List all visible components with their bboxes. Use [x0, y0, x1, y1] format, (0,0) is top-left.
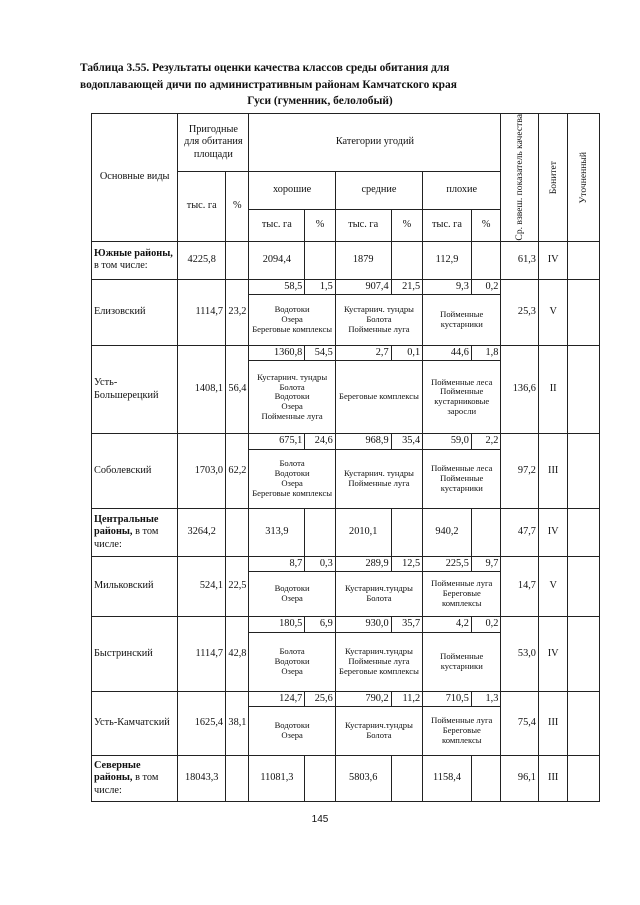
caption-line-2: водоплавающей дичи по административным районам Камчатского края — [80, 78, 457, 91]
medium-pct — [391, 756, 422, 802]
medium-pct: 21,5 — [391, 279, 422, 294]
good-pct: 1,5 — [305, 279, 335, 294]
refined — [568, 556, 600, 616]
bad-pct: 2,2 — [471, 434, 501, 449]
header-medium-ha: тыс. га — [335, 209, 391, 241]
weighted-index: 47,7 — [501, 508, 539, 556]
table-body — [92, 114, 600, 802]
medium-ha: 930,0 — [335, 617, 391, 632]
medium-pct: 35,4 — [391, 434, 422, 449]
good-pct — [305, 508, 335, 556]
header-area-ha: тыс. га — [178, 172, 226, 242]
good-ha: 675,1 — [249, 434, 305, 449]
medium-ha: 790,2 — [335, 691, 391, 706]
district-name: Елизовский — [92, 279, 178, 345]
refined — [568, 241, 600, 279]
bad-ha: 44,6 — [423, 345, 472, 360]
good-pct: 25,6 — [305, 691, 335, 706]
good-ha: 58,5 — [249, 279, 305, 294]
bonitet: II — [538, 345, 567, 433]
header-row-1 — [92, 114, 600, 172]
bad-lands: Пойменные леса Пойменные кустарники — [423, 449, 501, 508]
medium-pct: 0,1 — [391, 345, 422, 360]
medium-ha: 289,9 — [335, 556, 391, 571]
group-name: Северные районы, — [94, 759, 141, 784]
area-pct — [226, 756, 249, 802]
medium-ha: 1879 — [335, 241, 391, 279]
bad-ha: 710,5 — [423, 691, 472, 706]
medium-ha: 907,4 — [335, 279, 391, 294]
refined — [568, 279, 600, 345]
header-bad-pct: % — [471, 209, 501, 241]
good-ha: 180,5 — [249, 617, 305, 632]
bonitet: IV — [538, 241, 567, 279]
bonitet: V — [538, 556, 567, 616]
table-row — [92, 345, 600, 360]
bonitet: III — [538, 756, 567, 802]
table-row — [92, 241, 600, 279]
area-pct: 62,2 — [226, 434, 249, 508]
bonitet: IV — [538, 617, 567, 691]
bad-lands: Пойменные луга Береговые комплексы — [423, 572, 501, 617]
good-pct — [305, 241, 335, 279]
bad-ha: 940,2 — [423, 508, 472, 556]
table-row — [92, 434, 600, 449]
refined — [568, 434, 600, 508]
header-area-pct: % — [226, 172, 249, 242]
bonitet: V — [538, 279, 567, 345]
medium-lands: Береговые комплексы — [335, 361, 422, 434]
weighted-index: 75,4 — [501, 691, 539, 755]
header-bonitet: Бонитет — [538, 114, 567, 242]
area-ha: 1114,7 — [178, 617, 226, 691]
good-ha: 2094,4 — [249, 241, 305, 279]
header-refined: Уточненный — [568, 114, 600, 242]
medium-lands: Кустарнич.тундры Пойменные луга Береговые комплексы — [335, 632, 422, 691]
refined — [568, 691, 600, 755]
weighted-index: 14,7 — [501, 556, 539, 616]
table-row — [92, 691, 600, 706]
bad-pct: 1,3 — [471, 691, 501, 706]
good-ha: 124,7 — [249, 691, 305, 706]
weighted-index: 25,3 — [501, 279, 539, 345]
refined — [568, 508, 600, 556]
good-ha: 1360,8 — [249, 345, 305, 360]
area-pct: 22,5 — [226, 556, 249, 616]
bad-ha: 1158,4 — [423, 756, 472, 802]
area-pct: 38,1 — [226, 691, 249, 755]
good-pct: 54,5 — [305, 345, 335, 360]
header-bad-ha: тыс. га — [423, 209, 472, 241]
bad-pct: 0,2 — [471, 279, 501, 294]
medium-pct — [391, 241, 422, 279]
good-lands: Болота Водотоки Озера — [249, 632, 335, 691]
area-ha: 1408,1 — [178, 345, 226, 433]
header-bad: плохие — [423, 172, 501, 210]
weighted-index: 53,0 — [501, 617, 539, 691]
area-ha: 3264,2 — [178, 508, 226, 556]
weighted-index: 97,2 — [501, 434, 539, 508]
bad-pct — [471, 241, 501, 279]
bad-pct: 1,8 — [471, 345, 501, 360]
bad-pct — [471, 508, 501, 556]
header-land-categories: Категории угодий — [249, 114, 501, 172]
group-name-cell — [92, 241, 178, 279]
header-good-ha: тыс. га — [249, 209, 305, 241]
area-pct: 42,8 — [226, 617, 249, 691]
table-row — [92, 279, 600, 294]
area-ha: 524,1 — [178, 556, 226, 616]
bad-ha: 225,5 — [423, 556, 472, 571]
table-row — [92, 756, 600, 802]
district-name: Усть-Большерецкий — [92, 345, 178, 433]
medium-pct: 11,2 — [391, 691, 422, 706]
weighted-index: 136,6 — [501, 345, 539, 433]
bonitet: IV — [538, 508, 567, 556]
weighted-index: 61,3 — [501, 241, 539, 279]
district-name: Быстринский — [92, 617, 178, 691]
medium-lands: Кустарнич.тундры Болота — [335, 707, 422, 756]
area-ha: 18043,3 — [178, 756, 226, 802]
group-name-sub: в том числе: — [94, 772, 159, 796]
weighted-index: 96,1 — [501, 756, 539, 802]
area-ha: 1114,7 — [178, 279, 226, 345]
area-pct: 23,2 — [226, 279, 249, 345]
group-name-cell — [92, 756, 178, 802]
good-pct: 0,3 — [305, 556, 335, 571]
group-name-sub: в том числе: — [94, 260, 148, 272]
header-species: Основные виды — [92, 114, 178, 242]
bad-pct — [471, 756, 501, 802]
refined — [568, 756, 600, 802]
district-name: Мильковский — [92, 556, 178, 616]
bad-pct: 9,7 — [471, 556, 501, 571]
area-ha: 4225,8 — [178, 241, 226, 279]
group-name: Южные районы, — [94, 247, 173, 259]
header-medium: средние — [335, 172, 422, 210]
good-ha: 11081,3 — [249, 756, 305, 802]
good-lands: Водотоки Озера — [249, 572, 335, 617]
medium-pct: 12,5 — [391, 556, 422, 571]
group-name: Центральные районы, — [94, 513, 159, 538]
header-weighted-index: Ср. взвеш. показатель качества — [501, 114, 539, 242]
header-good-pct: % — [305, 209, 335, 241]
medium-ha: 5803,6 — [335, 756, 391, 802]
medium-ha: 2,7 — [335, 345, 391, 360]
area-ha: 1625,4 — [178, 691, 226, 755]
group-name-sub: в том числе: — [94, 526, 159, 550]
bad-ha: 112,9 — [423, 241, 472, 279]
medium-lands: Кустарнич. тундры Болота Пойменные луга — [335, 294, 422, 345]
good-lands: Водотоки Озера — [249, 707, 335, 756]
header-good: хорошие — [249, 172, 335, 210]
district-name: Соболевский — [92, 434, 178, 508]
table-caption — [80, 60, 560, 110]
district-name: Усть-Камчатский — [92, 691, 178, 755]
bad-lands: Пойменные луга Береговые комплексы — [423, 707, 501, 756]
bad-ha: 59,0 — [423, 434, 472, 449]
good-lands: Водотоки Озера Береговые комплексы — [249, 294, 335, 345]
caption-line-1: Таблица 3.55. Результаты оценки качества классов среды обитания для — [80, 62, 450, 74]
medium-ha: 2010,1 — [335, 508, 391, 556]
table-row — [92, 556, 600, 571]
medium-pct — [391, 508, 422, 556]
area-ha: 1703,0 — [178, 434, 226, 508]
caption-line-3: Гуси (гуменник, белолобый) — [247, 95, 393, 107]
medium-pct: 35,7 — [391, 617, 422, 632]
good-pct — [305, 756, 335, 802]
bad-lands: Пойменные леса Пойменные кустарниковые заросли — [423, 361, 501, 434]
habitat-quality-table — [91, 113, 600, 802]
bad-ha: 4,2 — [423, 617, 472, 632]
bad-lands: Пойменные кустарники — [423, 632, 501, 691]
medium-lands: Кустарнич. тундры Пойменные луга — [335, 449, 422, 508]
good-pct: 24,6 — [305, 434, 335, 449]
bad-lands: Пойменные кустарники — [423, 294, 501, 345]
bad-pct: 0,2 — [471, 617, 501, 632]
area-pct — [226, 241, 249, 279]
bad-ha: 9,3 — [423, 279, 472, 294]
table-row — [92, 508, 600, 556]
bonitet: III — [538, 691, 567, 755]
good-lands: Болота Водотоки Озера Береговые комплексы — [249, 449, 335, 508]
header-medium-pct: % — [391, 209, 422, 241]
refined — [568, 345, 600, 433]
group-name-cell — [92, 508, 178, 556]
medium-lands: Кустарнич.тундры Болота — [335, 572, 422, 617]
area-pct: 56,4 — [226, 345, 249, 433]
bonitet: III — [538, 434, 567, 508]
good-lands: Кустарнич. тундры Болота Водотоки Озера Пойменные луга — [249, 361, 335, 434]
good-pct: 6,9 — [305, 617, 335, 632]
medium-ha: 968,9 — [335, 434, 391, 449]
header-suitable-area: Пригодные для обитания площади — [178, 114, 249, 172]
good-ha: 8,7 — [249, 556, 305, 571]
good-ha: 313,9 — [249, 508, 305, 556]
table-row — [92, 617, 600, 632]
refined — [568, 617, 600, 691]
page-number: 145 — [311, 814, 329, 825]
area-pct — [226, 508, 249, 556]
